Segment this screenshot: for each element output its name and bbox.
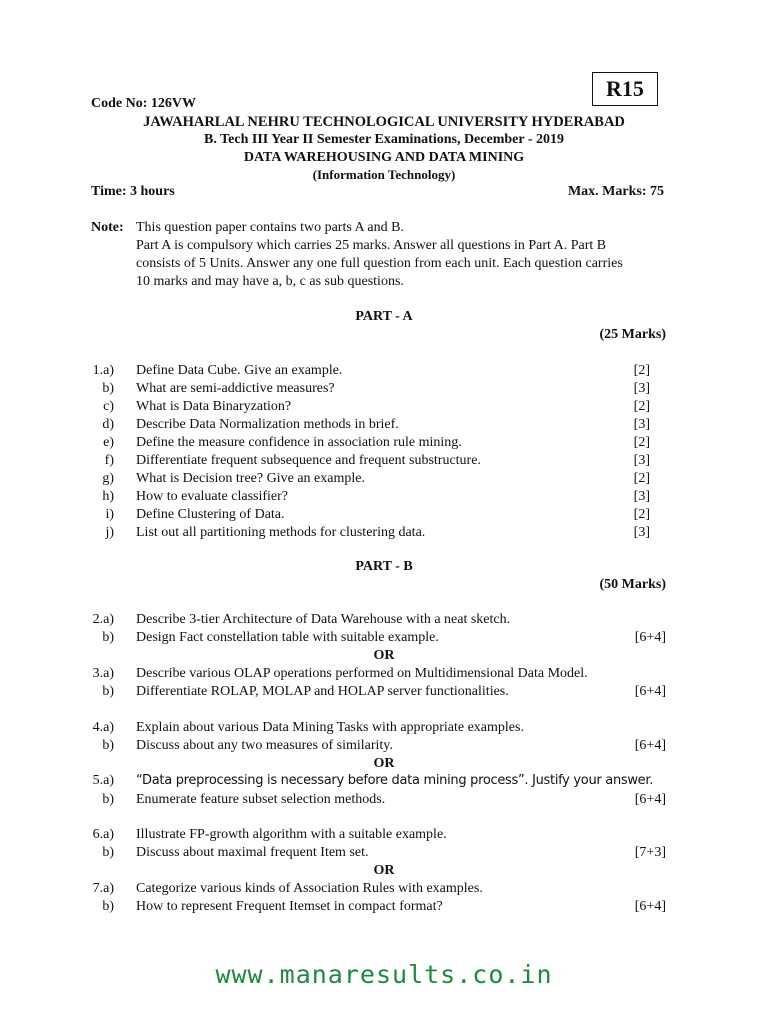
list-item xyxy=(0,434,768,452)
question-4b xyxy=(0,737,768,755)
question-marks: [2] xyxy=(633,435,650,450)
question-marks: [3] xyxy=(633,453,650,468)
question-marks: [3] xyxy=(633,525,650,540)
question-number: g) xyxy=(102,471,114,486)
question-text: Categorize various kinds of Association Rules with examples. xyxy=(136,881,483,896)
question-text: Discuss about any two measures of similarity. xyxy=(136,738,393,753)
question-marks: [6+4] xyxy=(634,899,666,914)
or-separator: OR xyxy=(373,863,395,878)
question-number: d) xyxy=(102,417,114,432)
question-7a xyxy=(0,880,768,898)
question-text: Design Fact constellation table with suitable example. xyxy=(136,630,439,645)
question-text: Illustrate FP-growth algorithm with a suitable example. xyxy=(136,827,447,842)
or-separator: OR xyxy=(373,648,395,663)
max-marks: Max. Marks: 75 xyxy=(567,184,664,199)
question-text: “Data preprocessing is necessary before data mining process”. Justify your answer. xyxy=(136,773,654,788)
question-text: Describe Data Normalization methods in brief. xyxy=(136,417,399,432)
question-number: c) xyxy=(103,399,114,414)
subject-title: DATA WAREHOUSING AND DATA MINING xyxy=(243,150,525,165)
question-marks: [6+4] xyxy=(634,630,666,645)
question-text: Define the measure confidence in association rule mining. xyxy=(136,435,462,450)
question-text: Define Data Cube. Give an example. xyxy=(136,363,343,378)
part-b-title: PART - B xyxy=(355,559,413,574)
question-text: What is Decision tree? Give an example. xyxy=(136,471,365,486)
question-number: b) xyxy=(102,684,114,699)
list-item xyxy=(0,398,768,416)
question-text: Explain about various Data Mining Tasks with appropriate examples. xyxy=(136,720,524,735)
question-number: j) xyxy=(105,525,114,540)
question-text: List out all partitioning methods for clustering data. xyxy=(136,525,426,540)
list-item xyxy=(0,380,768,398)
exam-title: B. Tech III Year II Semester Examinations, December - 2019 xyxy=(204,132,564,147)
list-item xyxy=(0,488,768,506)
question-number: 3.a) xyxy=(92,666,114,681)
note-line-1: This question paper contains two parts A and B. xyxy=(136,220,404,235)
list-item xyxy=(0,506,768,524)
question-marks: [2] xyxy=(633,363,650,378)
part-b-marks: (50 Marks) xyxy=(599,577,666,592)
question-marks: [6+4] xyxy=(634,738,666,753)
note-line-3: consists of 5 Units. Answer any one full question from each unit. Each question carries xyxy=(136,256,623,271)
note-line-2: Part A is compulsory which carries 25 marks. Answer all questions in Part A. Part B xyxy=(136,238,607,253)
question-number: 5.a) xyxy=(92,773,114,788)
university-name: JAWAHARLAL NEHRU TECHNOLOGICAL UNIVERSITY HYDERABAD xyxy=(143,114,625,130)
question-marks: [2] xyxy=(633,399,650,414)
question-number: 4.a) xyxy=(92,720,114,735)
list-item xyxy=(0,416,768,434)
question-2a xyxy=(0,611,768,629)
question-number: b) xyxy=(102,845,114,860)
note-label: Note: xyxy=(91,220,124,235)
question-7b xyxy=(0,898,768,916)
question-marks: [2] xyxy=(633,471,650,486)
question-number: b) xyxy=(102,381,114,396)
question-text: Discuss about maximal frequent Item set. xyxy=(136,845,369,860)
question-marks: [2] xyxy=(633,507,650,522)
question-marks: [7+3] xyxy=(634,845,666,860)
list-item xyxy=(0,362,768,380)
question-6b xyxy=(0,844,768,862)
question-text: What are semi-addictive measures? xyxy=(136,381,335,396)
question-marks: [3] xyxy=(633,489,650,504)
question-3a xyxy=(0,665,768,683)
question-number: h) xyxy=(102,489,114,504)
question-number: b) xyxy=(102,792,114,807)
question-number: b) xyxy=(102,899,114,914)
list-item xyxy=(0,470,768,488)
question-marks: [3] xyxy=(633,381,650,396)
question-text: Differentiate frequent subsequence and frequent substructure. xyxy=(136,453,481,468)
paper-code: Code No: 126VW xyxy=(91,96,196,111)
question-number: b) xyxy=(102,738,114,753)
note-line-4: 10 marks and may have a, b, c as sub questions. xyxy=(136,274,404,289)
question-2b xyxy=(0,629,768,647)
question-number: 1.a) xyxy=(92,363,114,378)
question-text: How to evaluate classifier? xyxy=(136,489,288,504)
question-number: 7.a) xyxy=(92,881,114,896)
question-3b xyxy=(0,683,768,701)
question-marks: [6+4] xyxy=(634,792,666,807)
part-a-title: PART - A xyxy=(355,309,413,324)
website-link[interactable]: www.manaresults.co.in xyxy=(215,960,553,989)
question-number: b) xyxy=(102,630,114,645)
list-item xyxy=(0,452,768,470)
question-number: 6.a) xyxy=(92,827,114,842)
question-text: Describe 3-tier Architecture of Data Warehouse with a neat sketch. xyxy=(136,612,511,627)
question-number: f) xyxy=(104,453,114,468)
question-number: i) xyxy=(105,507,114,522)
list-item xyxy=(0,524,768,542)
question-text: Enumerate feature subset selection methods. xyxy=(136,792,386,807)
branch-name: (Information Technology) xyxy=(312,167,456,182)
question-marks: [6+4] xyxy=(634,684,666,699)
question-text: What is Data Binaryzation? xyxy=(136,399,292,414)
question-text: Differentiate ROLAP, MOLAP and HOLAP server functionalities. xyxy=(136,684,509,699)
question-number: e) xyxy=(103,435,114,450)
question-6a xyxy=(0,826,768,844)
question-5a xyxy=(0,772,768,790)
question-number: 2.a) xyxy=(92,612,114,627)
regulation-badge: R15 xyxy=(592,72,658,106)
question-5b xyxy=(0,791,768,809)
time-duration: Time: 3 hours xyxy=(91,184,175,199)
or-separator: OR xyxy=(373,756,395,771)
question-4a xyxy=(0,719,768,737)
question-text: How to represent Frequent Itemset in compact format? xyxy=(136,899,443,914)
question-marks: [3] xyxy=(633,417,650,432)
part-a-marks: (25 Marks) xyxy=(599,327,666,342)
question-text: Define Clustering of Data. xyxy=(136,507,285,522)
question-text: Describe various OLAP operations performed on Multidimensional Data Model. xyxy=(136,666,588,681)
